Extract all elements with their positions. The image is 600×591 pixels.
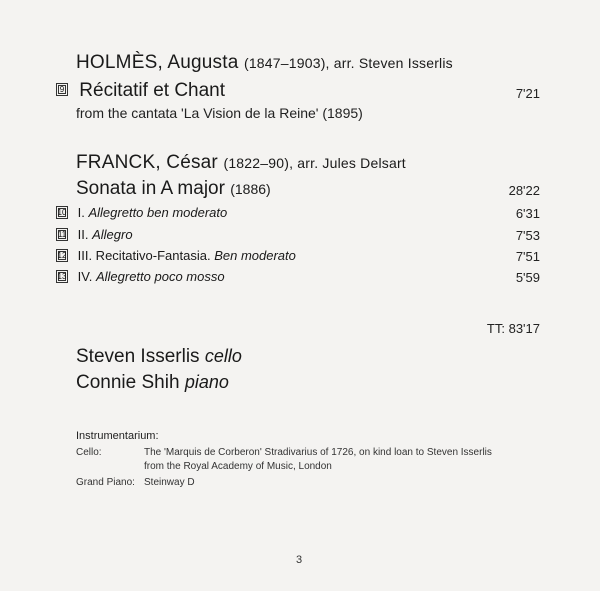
movement-duration: 6'31: [515, 206, 540, 221]
track-number-11: 11: [57, 230, 67, 240]
franck-title: Sonata in A major: [76, 178, 225, 199]
movement-prefix: IV.: [77, 269, 93, 284]
performer-instrument: piano: [184, 372, 229, 392]
holmes-source: from the cantata 'La Vision de la Reine' (1895): [76, 105, 363, 121]
performer-name: Connie Shih: [76, 372, 180, 393]
piano-label: Grand Piano:: [76, 477, 135, 488]
movement-duration: 7'51: [515, 249, 540, 264]
franck-duration: 28'22: [508, 183, 540, 198]
franck-title-line: [76, 178, 271, 200]
movement-name: Allegretto ben moderato: [88, 205, 228, 220]
franck-composer: FRANCK, César: [76, 152, 218, 173]
movement-duration: 5'59: [515, 270, 540, 285]
cello-description-cont: from the Royal Academy of Music, London: [144, 461, 332, 472]
movement-name: Ben moderato: [214, 248, 296, 263]
movement-prefix: I.: [77, 205, 85, 220]
cello-description: The 'Marquis de Corberon' Stradivarius of 1726, on kind loan to Steven Isserlis: [144, 447, 492, 458]
movement-prefix: III. Recitativo-Fantasia.: [77, 248, 211, 263]
track-number-12: 12: [57, 251, 67, 261]
total-time: TT: 83'17: [486, 321, 540, 336]
piano-value: Steinway D: [144, 477, 195, 488]
holmes-composer: HOLMÈS, Augusta: [76, 52, 239, 73]
holmes-dates: (1847–1903), arr. Steven Isserlis: [243, 55, 453, 71]
movement-row: [56, 227, 133, 242]
franck-dates: (1822–90), arr. Jules Delsart: [223, 155, 406, 171]
holmes-title-line: [56, 80, 225, 102]
movement-duration: 7'53: [515, 228, 540, 243]
instrumentarium-heading: Instrumentarium:: [76, 430, 159, 442]
movement-name: Allegro: [92, 227, 133, 242]
track-number-13: 13: [57, 272, 67, 282]
holmes-title: Récitatif et Chant: [79, 80, 226, 101]
franck-year: (1886): [230, 181, 271, 197]
movement-name: Allegretto poco mosso: [95, 269, 225, 284]
performer-instrument: cello: [204, 346, 242, 366]
track-number-10: 10: [57, 208, 67, 218]
page-number: 3: [296, 554, 303, 566]
holmes-duration: 7'21: [515, 86, 540, 101]
track-number-9: 9: [56, 83, 68, 96]
movement-row: [56, 205, 227, 220]
movement-row: [56, 248, 296, 263]
franck-composer-line: [76, 152, 406, 174]
cello-label: Cello:: [76, 447, 102, 458]
performer-name: Steven Isserlis: [76, 346, 200, 367]
movement-row: [56, 269, 225, 284]
performer-line: [76, 346, 242, 368]
movement-prefix: II.: [77, 227, 89, 242]
performer-line: [76, 372, 229, 394]
holmes-composer-line: [76, 52, 453, 74]
